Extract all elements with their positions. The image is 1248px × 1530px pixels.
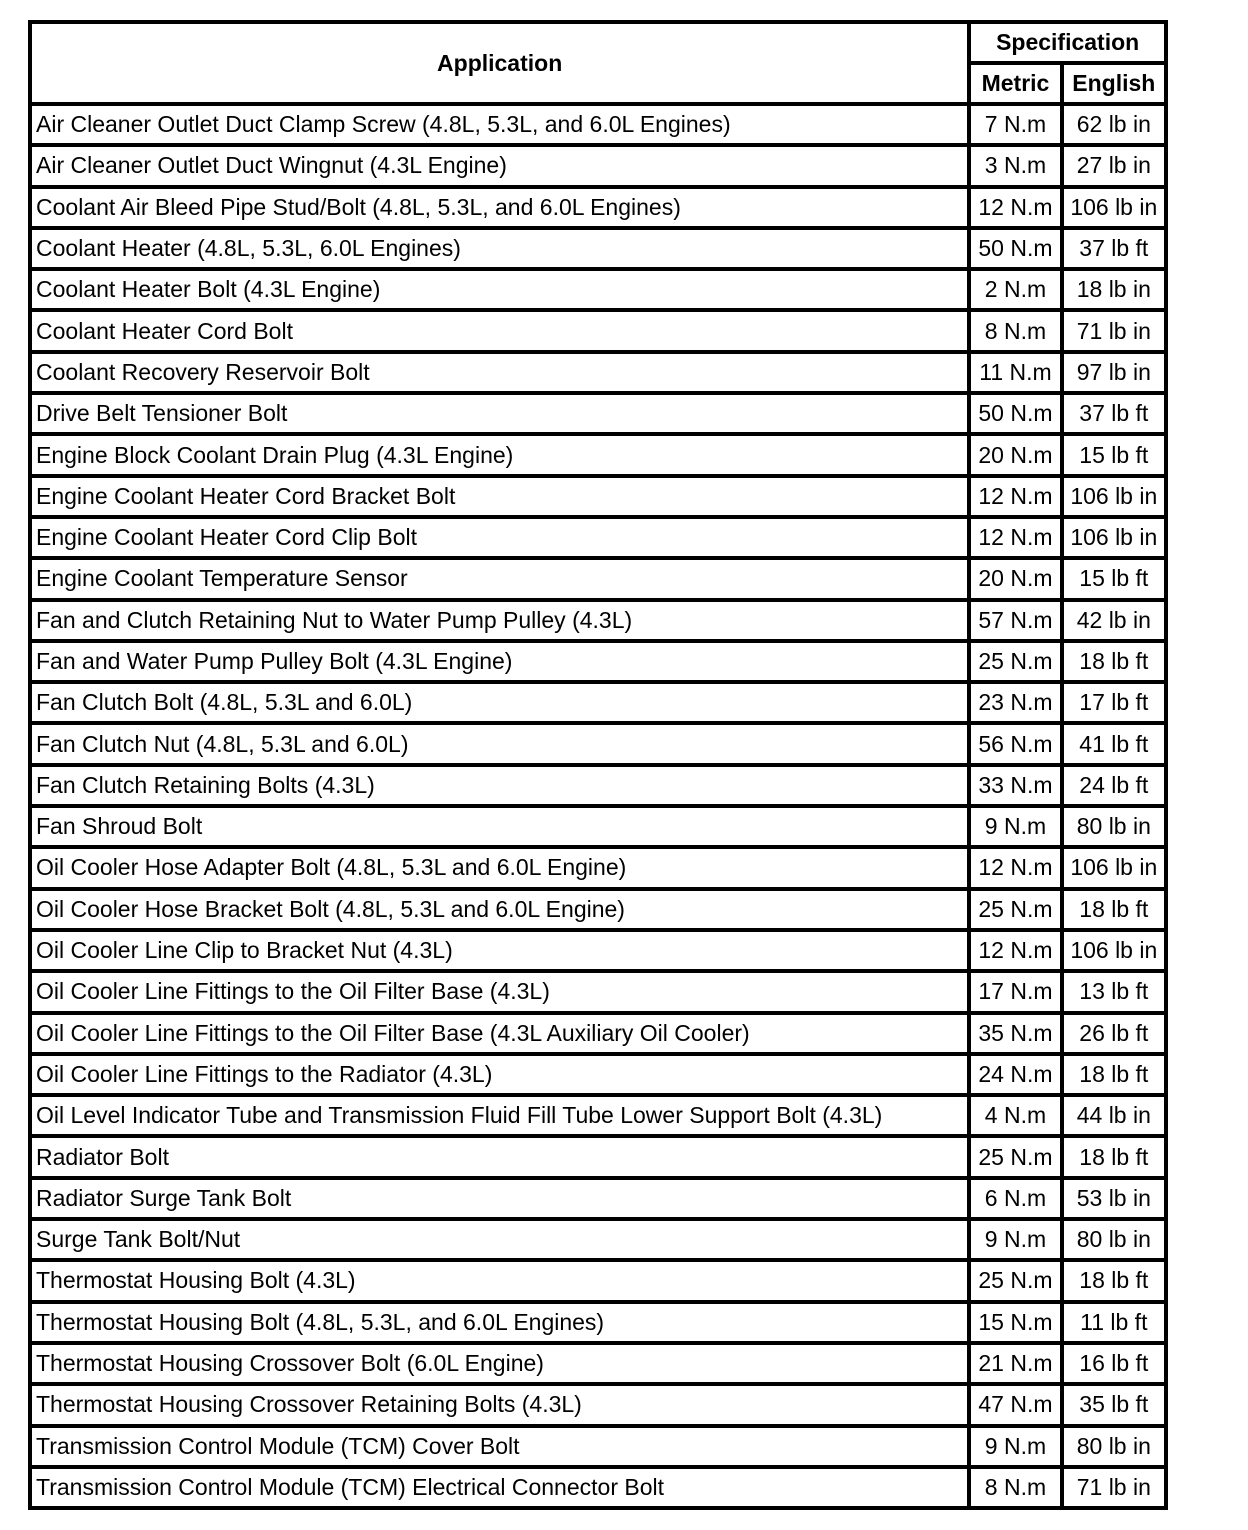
table-row <box>30 641 1166 682</box>
english-cell: 44 lb in <box>1062 1095 1166 1136</box>
metric-cell: 24 N.m <box>969 1054 1061 1095</box>
english-cell: 18 lb in <box>1062 269 1166 310</box>
english-cell: 42 lb in <box>1062 600 1166 641</box>
metric-cell: 6 N.m <box>969 1178 1061 1219</box>
header-row-top <box>30 22 1166 63</box>
english-cell: 11 lb ft <box>1062 1302 1166 1343</box>
english-cell: 71 lb in <box>1062 310 1166 351</box>
table-row <box>30 1013 1166 1054</box>
english-cell: 13 lb ft <box>1062 971 1166 1012</box>
table-row <box>30 806 1166 847</box>
table-row <box>30 517 1166 558</box>
table-row <box>30 393 1166 434</box>
application-cell: Oil Level Indicator Tube and Transmission Fluid Fill Tube Lower Support Bolt (4.3L) <box>30 1095 969 1136</box>
application-cell: Fan and Clutch Retaining Nut to Water Pump Pulley (4.3L) <box>30 600 969 641</box>
table-row <box>30 1095 1166 1136</box>
table-row <box>30 476 1166 517</box>
english-cell: 62 lb in <box>1062 104 1166 145</box>
table-row <box>30 765 1166 806</box>
table-row <box>30 228 1166 269</box>
application-cell: Thermostat Housing Crossover Retaining Bolts (4.3L) <box>30 1384 969 1425</box>
metric-cell: 11 N.m <box>969 352 1061 393</box>
metric-cell: 8 N.m <box>969 1467 1061 1508</box>
english-cell: 16 lb ft <box>1062 1343 1166 1384</box>
metric-cell: 4 N.m <box>969 1095 1061 1136</box>
english-cell: 17 lb ft <box>1062 682 1166 723</box>
metric-cell: 21 N.m <box>969 1343 1061 1384</box>
metric-cell: 17 N.m <box>969 971 1061 1012</box>
application-cell: Engine Block Coolant Drain Plug (4.3L Engine) <box>30 434 969 475</box>
application-cell: Surge Tank Bolt/Nut <box>30 1219 969 1260</box>
english-cell: 106 lb in <box>1062 476 1166 517</box>
metric-cell: 2 N.m <box>969 269 1061 310</box>
table-row <box>30 971 1166 1012</box>
english-cell: 53 lb in <box>1062 1178 1166 1219</box>
english-cell: 37 lb ft <box>1062 393 1166 434</box>
metric-cell: 9 N.m <box>969 806 1061 847</box>
metric-cell: 20 N.m <box>969 434 1061 475</box>
application-cell: Thermostat Housing Crossover Bolt (6.0L Engine) <box>30 1343 969 1384</box>
application-cell: Engine Coolant Temperature Sensor <box>30 558 969 599</box>
application-header: Application <box>30 22 969 104</box>
application-cell: Air Cleaner Outlet Duct Clamp Screw (4.8L, 5.3L, and 6.0L Engines) <box>30 104 969 145</box>
table-row <box>30 847 1166 888</box>
application-cell: Coolant Heater Cord Bolt <box>30 310 969 351</box>
metric-cell: 8 N.m <box>969 310 1061 351</box>
metric-cell: 12 N.m <box>969 847 1061 888</box>
english-cell: 18 lb ft <box>1062 1260 1166 1301</box>
application-cell: Air Cleaner Outlet Duct Wingnut (4.3L Engine) <box>30 145 969 186</box>
table-row <box>30 1426 1166 1467</box>
application-cell: Fan Clutch Retaining Bolts (4.3L) <box>30 765 969 806</box>
table-row <box>30 352 1166 393</box>
metric-cell: 12 N.m <box>969 517 1061 558</box>
application-cell: Oil Cooler Line Fittings to the Oil Filter Base (4.3L) <box>30 971 969 1012</box>
application-cell: Fan Clutch Nut (4.8L, 5.3L and 6.0L) <box>30 723 969 764</box>
metric-cell: 9 N.m <box>969 1219 1061 1260</box>
table-row <box>30 145 1166 186</box>
table-row <box>30 1260 1166 1301</box>
metric-cell: 50 N.m <box>969 393 1061 434</box>
english-cell: 71 lb in <box>1062 1467 1166 1508</box>
metric-cell: 35 N.m <box>969 1013 1061 1054</box>
metric-cell: 56 N.m <box>969 723 1061 764</box>
application-cell: Oil Cooler Line Clip to Bracket Nut (4.3L) <box>30 930 969 971</box>
table-body <box>30 104 1166 1508</box>
application-cell: Coolant Heater (4.8L, 5.3L, 6.0L Engines) <box>30 228 969 269</box>
english-cell: 26 lb ft <box>1062 1013 1166 1054</box>
table-row <box>30 269 1166 310</box>
application-cell: Drive Belt Tensioner Bolt <box>30 393 969 434</box>
application-cell: Engine Coolant Heater Cord Bracket Bolt <box>30 476 969 517</box>
english-cell: 35 lb ft <box>1062 1384 1166 1425</box>
english-cell: 80 lb in <box>1062 806 1166 847</box>
application-cell: Oil Cooler Line Fittings to the Oil Filter Base (4.3L Auxiliary Oil Cooler) <box>30 1013 969 1054</box>
english-cell: 18 lb ft <box>1062 1054 1166 1095</box>
english-cell: 80 lb in <box>1062 1426 1166 1467</box>
english-cell: 27 lb in <box>1062 145 1166 186</box>
table-row <box>30 930 1166 971</box>
table-row <box>30 1343 1166 1384</box>
metric-cell: 57 N.m <box>969 600 1061 641</box>
metric-cell: 50 N.m <box>969 228 1061 269</box>
english-header: English <box>1062 63 1166 104</box>
application-cell: Oil Cooler Line Fittings to the Radiator (4.3L) <box>30 1054 969 1095</box>
metric-cell: 23 N.m <box>969 682 1061 723</box>
application-cell: Engine Coolant Heater Cord Clip Bolt <box>30 517 969 558</box>
table-row <box>30 889 1166 930</box>
metric-cell: 25 N.m <box>969 641 1061 682</box>
metric-cell: 33 N.m <box>969 765 1061 806</box>
torque-specification-table <box>28 20 1168 1510</box>
application-cell: Fan and Water Pump Pulley Bolt (4.3L Engine) <box>30 641 969 682</box>
table-row <box>30 310 1166 351</box>
table-row <box>30 187 1166 228</box>
english-cell: 97 lb in <box>1062 352 1166 393</box>
metric-cell: 15 N.m <box>969 1302 1061 1343</box>
table-row <box>30 600 1166 641</box>
metric-cell: 25 N.m <box>969 889 1061 930</box>
table-row <box>30 1467 1166 1508</box>
application-cell: Coolant Heater Bolt (4.3L Engine) <box>30 269 969 310</box>
application-cell: Radiator Surge Tank Bolt <box>30 1178 969 1219</box>
specification-header: Specification <box>969 22 1166 63</box>
metric-cell: 25 N.m <box>969 1136 1061 1177</box>
metric-cell: 12 N.m <box>969 476 1061 517</box>
english-cell: 41 lb ft <box>1062 723 1166 764</box>
metric-cell: 25 N.m <box>969 1260 1061 1301</box>
application-cell: Thermostat Housing Bolt (4.3L) <box>30 1260 969 1301</box>
table-row <box>30 723 1166 764</box>
application-cell: Transmission Control Module (TCM) Cover Bolt <box>30 1426 969 1467</box>
table-row <box>30 1302 1166 1343</box>
english-cell: 15 lb ft <box>1062 434 1166 475</box>
table-row <box>30 1136 1166 1177</box>
english-cell: 106 lb in <box>1062 930 1166 971</box>
application-cell: Radiator Bolt <box>30 1136 969 1177</box>
application-cell: Coolant Recovery Reservoir Bolt <box>30 352 969 393</box>
english-cell: 18 lb ft <box>1062 1136 1166 1177</box>
table-row <box>30 1384 1166 1425</box>
application-cell: Oil Cooler Hose Adapter Bolt (4.8L, 5.3L and 6.0L Engine) <box>30 847 969 888</box>
application-cell: Transmission Control Module (TCM) Electrical Connector Bolt <box>30 1467 969 1508</box>
metric-header: Metric <box>969 63 1061 104</box>
metric-cell: 47 N.m <box>969 1384 1061 1425</box>
application-cell: Fan Clutch Bolt (4.8L, 5.3L and 6.0L) <box>30 682 969 723</box>
english-cell: 106 lb in <box>1062 187 1166 228</box>
english-cell: 18 lb ft <box>1062 889 1166 930</box>
table-row <box>30 558 1166 599</box>
table-row <box>30 104 1166 145</box>
english-cell: 106 lb in <box>1062 517 1166 558</box>
table-row <box>30 1054 1166 1095</box>
english-cell: 15 lb ft <box>1062 558 1166 599</box>
application-cell: Oil Cooler Hose Bracket Bolt (4.8L, 5.3L and 6.0L Engine) <box>30 889 969 930</box>
metric-cell: 12 N.m <box>969 930 1061 971</box>
table-row <box>30 1219 1166 1260</box>
metric-cell: 9 N.m <box>969 1426 1061 1467</box>
table-row <box>30 434 1166 475</box>
english-cell: 37 lb ft <box>1062 228 1166 269</box>
english-cell: 80 lb in <box>1062 1219 1166 1260</box>
table-row <box>30 682 1166 723</box>
metric-cell: 3 N.m <box>969 145 1061 186</box>
english-cell: 18 lb ft <box>1062 641 1166 682</box>
english-cell: 24 lb ft <box>1062 765 1166 806</box>
metric-cell: 7 N.m <box>969 104 1061 145</box>
metric-cell: 20 N.m <box>969 558 1061 599</box>
application-cell: Thermostat Housing Bolt (4.8L, 5.3L, and 6.0L Engines) <box>30 1302 969 1343</box>
table-row <box>30 1178 1166 1219</box>
application-cell: Coolant Air Bleed Pipe Stud/Bolt (4.8L, 5.3L, and 6.0L Engines) <box>30 187 969 228</box>
metric-cell: 12 N.m <box>969 187 1061 228</box>
english-cell: 106 lb in <box>1062 847 1166 888</box>
application-cell: Fan Shroud Bolt <box>30 806 969 847</box>
